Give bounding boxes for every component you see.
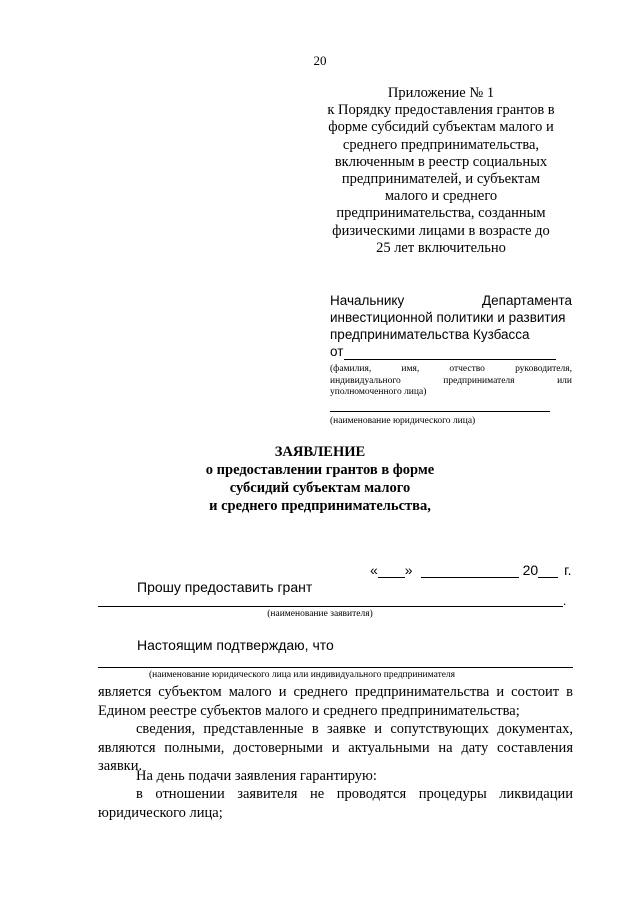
- paragraph: является субъектом малого и среднего предпринимательства и состоит в Едином реестре субъектов малого и среднего предпринимательства;: [98, 684, 573, 719]
- appendix-line: форме субсидий субъектам малого и: [328, 119, 554, 136]
- confirm-hint: (наименование юридического лица или индивидуального предпринимателя: [149, 670, 456, 680]
- appendix-block: [318, 85, 564, 257]
- from-row: [330, 343, 572, 360]
- addressee-line: [330, 292, 572, 309]
- date-line: « » 20 г.: [370, 562, 572, 578]
- confirm-text: Настоящим подтверждаю, что: [137, 637, 334, 653]
- appendix-line: физическими лицами в возрасте до: [332, 222, 550, 239]
- addressee-line: предпринимательства Кузбасса: [330, 327, 530, 342]
- legal-entity-hint: (наименование юридического лица): [330, 416, 476, 426]
- paragraph: в отношении заявителя не проводятся процедуры ликвидации юридического лица;: [98, 786, 573, 821]
- paragraph: сведения, представленные в заявке и сопутствующих документах, являются полными, достоверными и актуальными на дату составления заявки.: [98, 721, 573, 775]
- document-subtitle: и среднего предпринимательства,: [209, 498, 431, 514]
- addressee-line: инвестиционной политики и развития: [330, 310, 566, 325]
- document-subtitle: субсидий субъектам малого: [229, 480, 411, 496]
- from-hint: (фамилия, имя, отчество руководителя, индивидуального предпринимателя или уполномоченного лица): [330, 364, 572, 397]
- addressee-block: [330, 292, 572, 360]
- from-name-field[interactable]: [344, 346, 556, 360]
- request-text: Прошу предоставить грант: [137, 579, 313, 595]
- end-mark: .: [563, 593, 567, 608]
- appendix-line: Приложение № 1: [387, 85, 495, 101]
- legal-entity-field[interactable]: [330, 411, 550, 412]
- applicant-hint: (наименование заявителя): [267, 609, 373, 619]
- appendix-line: малого и среднего: [384, 188, 498, 205]
- confirm-entity-field[interactable]: [98, 667, 573, 668]
- document-title: ЗАЯВЛЕНИЕ: [274, 444, 366, 460]
- page-number: 20: [313, 53, 327, 68]
- date-year-field[interactable]: [538, 564, 558, 578]
- appendix-line: предпринимателей, и субъектам: [341, 171, 541, 188]
- appendix-line: среднего предпринимательства,: [342, 136, 540, 153]
- appendix-line: 25 лет включительно: [376, 239, 506, 256]
- applicant-name-field[interactable]: [98, 606, 563, 607]
- addressee-department: Департамента: [481, 293, 572, 308]
- addressee-title: Начальнику: [330, 293, 405, 308]
- appendix-line: к Порядку предоставления грантов в: [327, 102, 555, 119]
- paragraph: На день подачи заявления гарантирую:: [136, 768, 377, 784]
- date-month-field[interactable]: [421, 564, 519, 578]
- from-label: от: [330, 344, 344, 359]
- appendix-line: предпринимательства, созданным: [336, 205, 546, 222]
- date-day-field[interactable]: [378, 564, 405, 578]
- appendix-line: включенным в реестр социальных: [334, 153, 548, 170]
- document-subtitle: о предоставлении грантов в форме: [205, 462, 435, 478]
